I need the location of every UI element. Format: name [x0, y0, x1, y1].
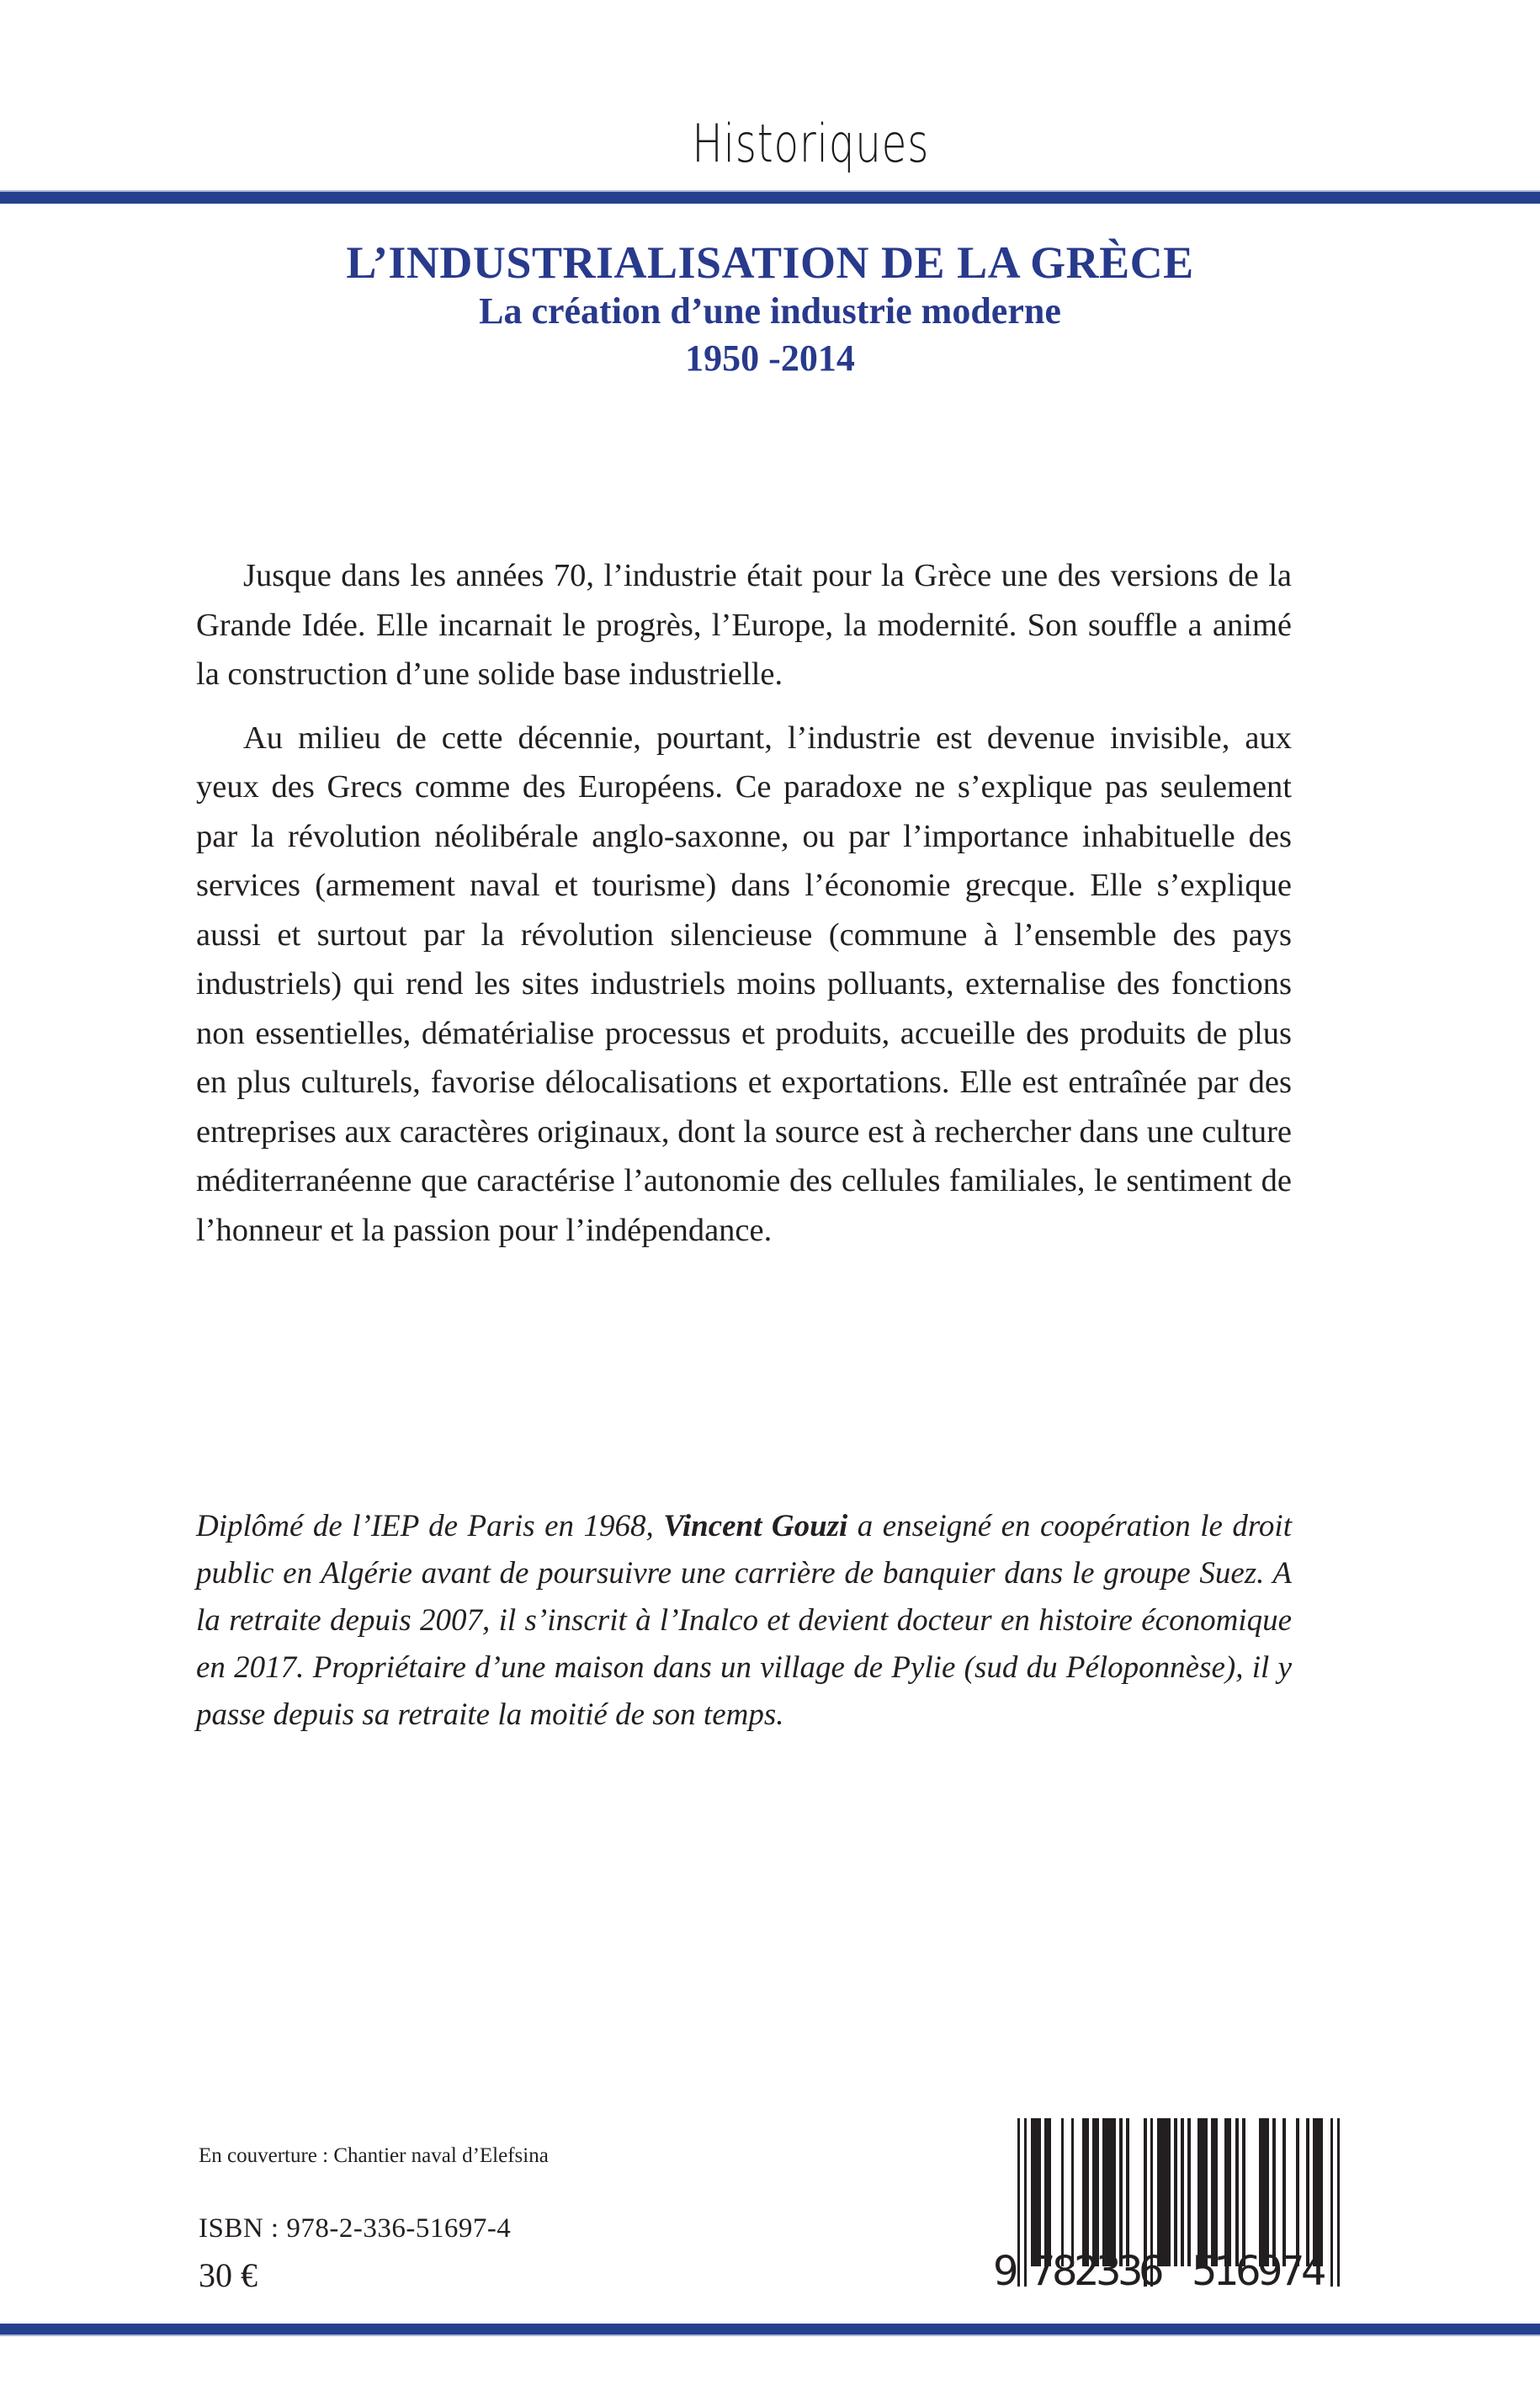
author-name: Vincent Gouzi: [663, 1509, 848, 1543]
barcode-digit: 3: [1096, 2248, 1122, 2295]
bottom-divider-bar: [0, 2324, 1540, 2336]
barcode-digit: 6: [1139, 2248, 1165, 2295]
summary-text: [196, 551, 1292, 1255]
barcode-digit: 8: [1052, 2248, 1078, 2295]
barcode-digit: 4: [1301, 2248, 1327, 2295]
barcode-digit: 2: [1074, 2248, 1100, 2295]
series-label: Historiques: [692, 113, 930, 174]
title-block: [0, 237, 1540, 382]
barcode-digit: 6: [1235, 2248, 1261, 2295]
barcode-digit: 1: [1213, 2248, 1240, 2295]
bio-text-after: a enseigné en coopération le droit public en Algérie avant de poursuivre une carrière de banquier dans le groupe Suez. A la retraite depuis 2007, il s’inscrit à l’Inalco et devient docteur en histoire économique en 2017. Propriétaire d’une maison dans un village de Pylie (sud du Péloponnèse), il y passe depuis sa retraite la moitié de son temps.: [196, 1509, 1292, 1732]
barcode-digit: 3: [1118, 2248, 1144, 2295]
cover-credit: En couverture : Chantier naval d’Elefsina: [199, 2144, 549, 2167]
barcode-digit: 9: [993, 2248, 1019, 2295]
book-title: L’INDUSTRIALISATION DE LA GRÈCE: [346, 237, 1194, 288]
author-bio: [196, 1503, 1292, 1739]
barcode: [993, 2100, 1363, 2295]
top-divider-bar: [0, 190, 1540, 204]
barcode-digit: 9: [1257, 2248, 1283, 2295]
isbn: ISBN : 978-2-336-51697-4: [199, 2213, 512, 2244]
barcode-digits: [993, 2248, 1363, 2295]
summary-paragraph: Au milieu de cette décennie, pourtant, l’industrie est devenue invisible, aux yeux des Grecs comme des Européens. Ce paradoxe ne s’explique pas seulement par la révolution néolibérale anglo-saxonne, ou par l’importance inhabituelle des services (armement naval et tourisme) dans l’économie grecque. Elle s’explique aussi et surtout par la révolution silencieuse (commune à l’ensemble des pays industriels) qui rend les sites industriels moins polluants, externalise des fonctions non essentielles, dématérialise processus et produits, accueille des produits de plus en plus culturels, favorise délocalisations et exportations. Elle est entraînée par des entreprises aux caractères originaux, dont la source est à rechercher dans une culture méditerranéenne que caractérise l’autonomie des cellules familiales, le sentiment de l’honneur et la passion pour l’indépendance.: [196, 720, 1292, 1248]
book-subtitle: La création d’une industrie moderne: [479, 290, 1061, 332]
price: 30 €: [199, 2256, 258, 2294]
barcode-digit: 7: [1030, 2248, 1056, 2295]
barcode-digit: 5: [1192, 2248, 1218, 2295]
book-dates: 1950 -2014: [685, 337, 855, 379]
summary-paragraph: Jusque dans les années 70, l’industrie était pour la Grèce une des versions de la Grande Idée. Elle incarnait le progrès, l’Europe, la modernité. Son souffle a animé la construction d’une solide base industrielle.: [196, 558, 1292, 692]
barcode-digit: 7: [1279, 2248, 1305, 2295]
bio-text-before: Diplômé de l’IEP de Paris en 1968,: [196, 1509, 664, 1543]
